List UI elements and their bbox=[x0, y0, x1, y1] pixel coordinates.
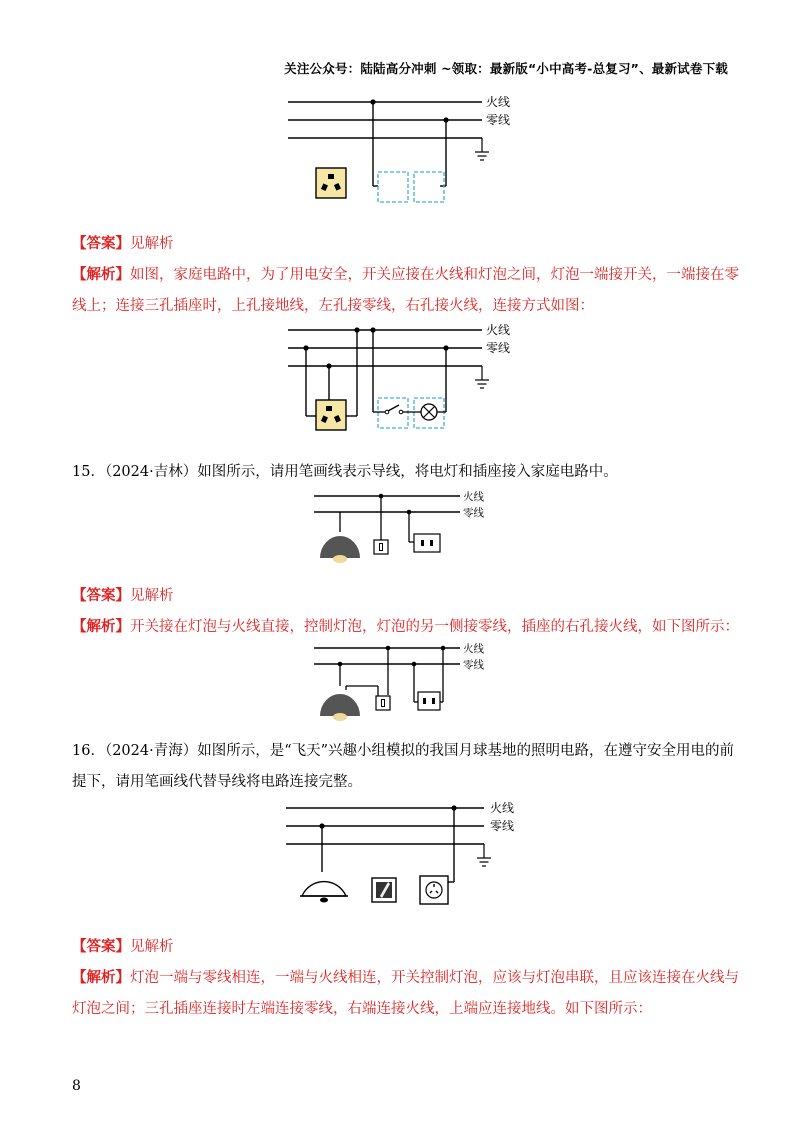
figure-q14-problem bbox=[280, 88, 520, 210]
q15-analysis: 【解析】开关接在灯泡与火线直接，控制灯泡，灯泡的另一侧接零线，插座的右孔接火线，如下图所示： bbox=[72, 618, 739, 635]
q16-question-line1: 16．（2024·青海）如图所示，是“飞天”兴趣小组模拟的我国月球基地的照明电路，在遵守安全用电的前 bbox=[72, 743, 735, 759]
q14-analysis-line2: 线上；连接三孔插座时，上孔接地线，左孔接零线，右孔接火线，连接方式如图： bbox=[72, 298, 594, 314]
page-header: 关注公众号：陆陆高分冲刺 ~领取：最新版“小中高考-总复习”、最新试卷下载 bbox=[284, 61, 728, 76]
light-bulb-icon bbox=[421, 404, 437, 420]
page-number: 8 bbox=[72, 1078, 81, 1094]
neutral-wire-label: 零线 bbox=[490, 819, 515, 833]
three-pin-socket-icon bbox=[316, 168, 346, 198]
live-wire-label: 火线 bbox=[486, 323, 511, 337]
figure-q15-solution bbox=[310, 638, 510, 728]
q16-answer: 【答案】见解析 bbox=[72, 938, 174, 955]
dome-lamp-icon bbox=[300, 882, 348, 903]
q16-analysis-line1: 【解析】灯泡一端与零线相连，一端与火线相连，开关控制灯泡，应该与灯泡串联，且应该连接在火线与 bbox=[72, 969, 739, 986]
ceiling-lamp-icon bbox=[320, 694, 360, 721]
switch-icon bbox=[385, 405, 403, 414]
figure-q15-problem bbox=[310, 486, 510, 570]
two-pin-socket-icon bbox=[418, 692, 440, 710]
q16-question-line2: 提下，请用笔画线代替导线将电路连接完整。 bbox=[72, 774, 362, 790]
live-wire-label: 火线 bbox=[463, 643, 484, 655]
neutral-wire-label: 零线 bbox=[486, 341, 511, 355]
three-pin-socket-icon bbox=[316, 400, 346, 430]
live-wire-label: 火线 bbox=[463, 491, 484, 503]
figure-q14-solution bbox=[280, 316, 520, 438]
q15-question: 15．（2024·吉林）如图所示，请用笔画线表示导线，将电灯和插座接入家庭电路中。 bbox=[72, 464, 618, 480]
switch-placeholder-box bbox=[378, 172, 408, 202]
q15-answer: 【答案】见解析 bbox=[72, 587, 174, 604]
three-pin-socket-icon bbox=[420, 876, 448, 904]
q14-answer: 【答案】见解析 bbox=[72, 235, 174, 252]
wall-switch-icon bbox=[374, 540, 388, 554]
neutral-wire-label: 零线 bbox=[463, 659, 484, 671]
q14-analysis-line1: 【解析】如图，家庭电路中，为了用电安全，开关应接在火线和灯泡之间，灯泡一端接开关，一端接在零 bbox=[72, 266, 739, 283]
figure-q16-problem bbox=[280, 796, 530, 914]
wall-switch-icon bbox=[372, 878, 396, 902]
live-wire-label: 火线 bbox=[490, 801, 515, 815]
two-pin-socket-icon bbox=[414, 534, 440, 552]
neutral-wire-label: 零线 bbox=[463, 507, 484, 519]
wall-switch-icon bbox=[376, 696, 390, 710]
neutral-wire-label: 零线 bbox=[486, 113, 511, 127]
bulb-placeholder-box bbox=[414, 172, 444, 202]
q16-analysis-line2: 灯泡之间；三孔插座连接时左端连接零线，右端连接火线，上端应连接地线。如下图所示： bbox=[72, 1001, 652, 1017]
live-wire-label: 火线 bbox=[486, 95, 511, 109]
ceiling-lamp-icon bbox=[320, 536, 360, 563]
